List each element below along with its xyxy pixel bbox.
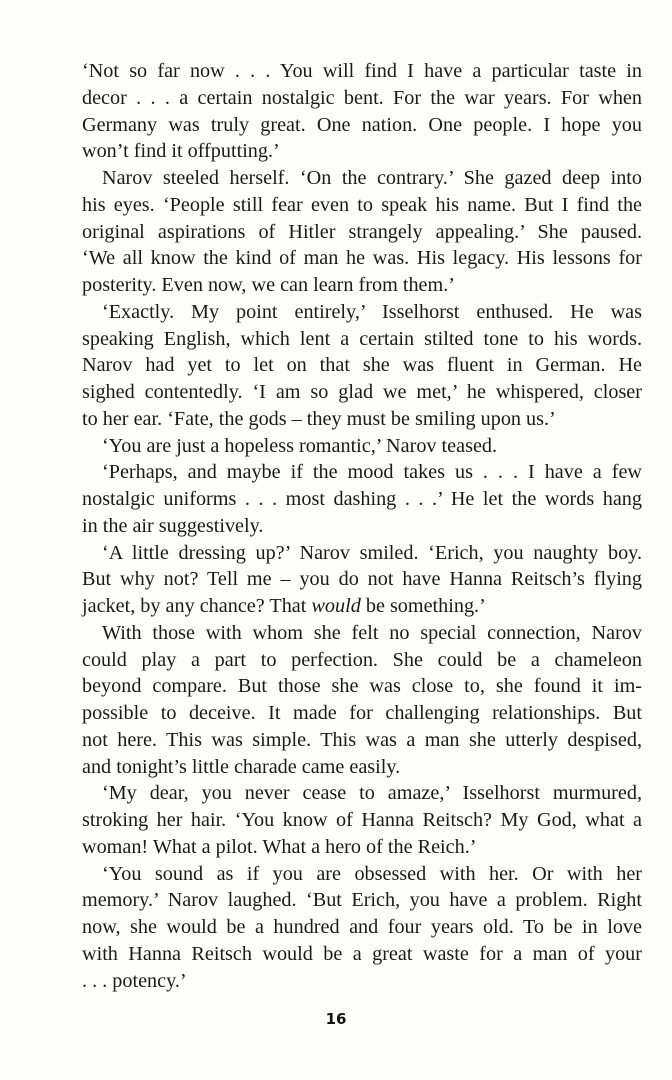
text-line: Narov had yet to let on that she was fluent in German. He (82, 354, 642, 377)
text-line: and tonight’s little charade came easily. (82, 755, 401, 778)
text-line: speaking English, which lent a certain stilted tone to his words. (82, 327, 642, 350)
text-line: Narov steeled herself. ‘On the contrary.’ She gazed deep into (102, 167, 642, 189)
text-line: possible to deceive. It made for challenging relationships. But (82, 702, 642, 724)
paragraph (82, 540, 642, 620)
text-line: could play a part to perfection. She could be a chameleon (82, 648, 642, 671)
text-line: With those with whom she felt no special connection, Narov (102, 621, 642, 644)
text-line: ‘You are just a hopeless romantic,’ Narov teased. (102, 434, 498, 457)
text-line: in the air suggestively. (82, 514, 264, 537)
text-line: ‘A little dressing up?’ Narov smiled. ‘Erich, you naughty boy. (102, 541, 642, 564)
text-line: ‘My dear, you never cease to amaze,’ Isselhorst murmured, (102, 782, 642, 805)
text-run: jacket, by any chance? That (82, 595, 312, 617)
paragraph (82, 620, 642, 781)
paragraph (82, 299, 642, 433)
text-line: ‘Not so far now . . . You will find I have a particular taste in (82, 60, 642, 82)
text-line: with Hanna Reitsch would be a great waste for a man of your (82, 942, 642, 965)
text-line: his eyes. ‘People still fear even to speak his name. But I find the (82, 193, 642, 216)
text-run: be something.’ (360, 595, 486, 617)
text-line: beyond compare. But those she was close to, she found it im- (82, 675, 642, 698)
paragraph (82, 780, 642, 860)
paragraph (82, 459, 642, 539)
text-line: sighed contentedly. ‘I am so glad we met,’ he whispered, closer (82, 381, 642, 403)
paragraph (82, 433, 642, 460)
text-line: to her ear. ‘Fate, the gods – they must be smiling upon us.’ (82, 407, 556, 430)
text-line: memory.’ Narov laughed. ‘But Erich, you have a problem. Right (82, 889, 642, 912)
text-line: ‘Exactly. My point entirely,’ Isselhorst enthused. He was (102, 300, 642, 323)
emphasized-word: would (311, 595, 361, 617)
text-line: stroking her hair. ‘You know of Hanna Reitsch? My God, what a (82, 809, 642, 831)
text-line: . . . potency.’ (82, 969, 187, 992)
text-line (82, 593, 642, 620)
text-line: Germany was truly great. One nation. One people. I hope you (82, 113, 642, 136)
paragraph (82, 165, 642, 299)
paragraph (82, 861, 642, 995)
body-text (82, 58, 642, 994)
text-line: now, she would be a hundred and four years old. To be in love (82, 916, 642, 938)
text-line: posterity. Even now, we can learn from them.’ (82, 274, 455, 296)
text-line: original aspirations of Hitler strangely appealing.’ She paused. (82, 220, 642, 243)
text-line: ‘Perhaps, and maybe if the mood takes us . . . I have a few (102, 461, 642, 484)
text-line: not here. This was simple. This was a man she utterly despised, (82, 728, 642, 751)
text-line: decor . . . a certain nostalgic bent. For the war years. For when (82, 86, 642, 109)
text-line: won’t find it offputting.’ (82, 140, 280, 163)
text-line: woman! What a pilot. What a hero of the Reich.’ (82, 835, 477, 858)
text-line: ‘You sound as if you are obsessed with her. Or with her (102, 862, 642, 885)
text-line: But why not? Tell me – you do not have Hanna Reitsch’s flying (82, 568, 642, 591)
page-number: 16 (325, 1010, 347, 1028)
paragraph (82, 58, 642, 165)
text-line: ‘We all know the kind of man he was. His legacy. His lessons for (82, 247, 642, 270)
text-line: nostalgic uniforms . . . most dashing . . .’ He let the words hang (82, 488, 642, 510)
